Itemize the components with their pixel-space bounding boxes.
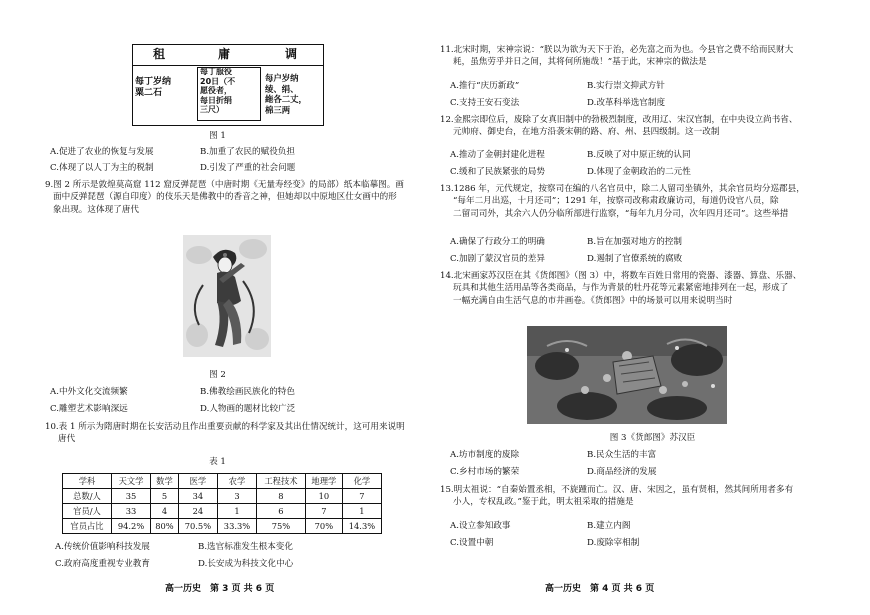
q13-option-d: D.遏制了官僚系统的腐败 [587,254,683,264]
table-cell: 75% [257,519,306,534]
question-13 [440,183,830,220]
q14-option-d: D.商品经济的发展 [587,467,657,477]
table-1-caption: 表 1 [209,457,226,467]
table-cell: 4 [151,504,179,519]
figure-1-header [133,45,323,66]
table-cell: 35 [112,489,151,504]
cell-diao-line: 每户岁纳 [265,73,299,83]
table-cell: 官员占比 [63,519,112,534]
cell-yong-line: 愿役者， [200,86,232,96]
table-cell: 8 [257,489,306,504]
page-footer-4: 高一历史 第 4 页 共 6 页 [545,584,655,594]
q8-option-d: D.引发了严重的社会问题 [200,163,296,173]
q12-option-b: B.反映了对中原正统的认同 [587,150,691,160]
cell-zu-line: 粟二石 [135,88,163,99]
q12-line: 元帅府、御史台，在地方沿袭宋朝的路、府、州、县四级制。这一改制 [453,127,720,138]
q15-option-a: A.设立参知政事 [450,521,511,531]
q9-option-b: B.佛教绘画民族化的特色 [200,387,295,397]
q15-option-c: C.设置中朝 [450,538,494,548]
header-yong: 庸 [218,47,231,61]
table-header-cell: 化学 [342,474,381,489]
q13-option-a: A.确保了行政分工的明确 [450,237,545,247]
q13-option-b: B.旨在加强对地方的控制 [587,237,682,247]
table-cell: 24 [178,504,217,519]
table-cell: 80% [151,519,179,534]
figure-1-caption: 图 1 [209,131,226,141]
table-cell: 5 [151,489,179,504]
q9-line: 面中反弹琵琶（源自印度）的伎乐天是佛教中的香音之神，但她却以中原地区仕女画中的形 [53,192,397,203]
q14-line: 玩具和其他生活用品等各类商品，与作为背景的牡丹花等元素紧密地排列在一起，形成了 [453,283,789,294]
q9-option-d: D.人物画的题材比较广泛 [200,404,296,414]
table-cell: 7 [305,504,342,519]
table-cell: 总数/人 [63,489,112,504]
q10-option-c: C.政府高度重视专业教育 [55,559,150,569]
figure-2-caption: 图 2 [209,370,226,380]
table-header-cell: 学科 [63,474,112,489]
q8-option-b: B.加重了农民的赋役负担 [200,147,295,157]
q11-line: 耗，虽焦劳乎并日之间，其将何所施哉！”基于此，宋神宗的做法是 [453,57,707,68]
q9-line: 9.图 2 所示是敦煌莫高窟 112 窟反弹琵琶（中唐时期《无量寿经变》的局部）纸本临摹图。画 [45,180,404,190]
q13-line: 13.1286 年，元代规定，按察司在编的八名官员中，除二人留司坐镇外，其余官员均分巡郡县， [440,184,805,194]
question-10 [45,421,420,446]
q10-line: 唐代 [58,434,76,445]
table-header-cell: 地理学 [305,474,342,489]
table-header-cell: 工程技术 [257,474,306,489]
q12-option-a: A.推动了金朝封建化进程 [450,150,545,160]
cell-diao-line: 絁各二丈， [265,94,307,104]
table-cell: 3 [217,489,256,504]
table-cell: 1 [342,504,381,519]
q12-option-c: C.缓和了民族紧张的局势 [450,167,545,177]
table-cell: 34 [178,489,217,504]
figure-2-image [183,235,271,357]
q14-line: 一幅充满自由生活气息的市井画卷。《货郎图》中的场景可以用来说明当时 [453,295,733,306]
q9-line: 象出现。这体现了唐代 [53,204,139,215]
q15-option-b: B.建立内阁 [587,521,631,531]
q9-option-a: A.中外文化交流频繁 [50,387,128,397]
figure-3-caption: 图 3《货郎图》苏汉臣 [609,433,696,443]
cell-yong [200,67,260,115]
table-cell: 10 [305,489,342,504]
cell-zu-line: 每丁岁纳 [135,77,172,87]
q11-option-d: D.改革科举选官制度 [587,98,666,108]
question-15 [440,484,830,509]
cell-yong-line: 三尺） [200,105,224,115]
cell-yong-line: 每丁服役 [200,67,232,76]
q11-option-c: C.支持王安石变法 [450,98,520,108]
q12-line: 12.金熙宗即位后，废除了女真旧制中的勃极烈制度，改用辽、宋汉官制，在中央设立尚书省、 [440,115,798,125]
q8-option-c: C.体现了以人丁为主的税制 [50,163,154,173]
table-1-scientists [62,473,382,534]
q15-option-d: D.废除宰相制 [587,538,640,548]
q14-option-a: A.坊市制度的废除 [450,450,520,460]
table-cell: 33.3% [217,519,256,534]
question-14 [440,270,830,307]
q15-line: 小人，专权乱政。”鉴于此，明太祖采取的措施是 [453,497,634,508]
table-row [63,489,382,504]
page-footer-3: 高一历史 第 3 页 共 6 页 [165,584,275,594]
right-page [435,0,870,615]
q8-option-a: A.促进了农业的恢复与发展 [50,147,154,157]
q13-line: “每年二月出巡，十月还司”；1291 年，按察司改称肃政廉访司，每道仍设官八员，除 [453,196,779,207]
q14-line: 14.北宋画家苏汉臣在其《货郎图》（图 3）中，将数车百姓日常用的瓷器、漆器、算盘、乐器、 [440,271,802,281]
table-row [63,504,382,519]
cell-zu [135,77,191,100]
header-zu: 租 [153,47,166,61]
header-diao: 调 [285,47,298,61]
table-cell: 94.2% [112,519,151,534]
q10-line: 10.表 1 所示为隋唐时期在长安活动且作出重要贡献的科学家及其出仕情况统计，这可用来说明 [45,422,405,432]
figure-3-image [527,326,727,424]
table-header-cell: 数学 [151,474,179,489]
table-cell: 7 [342,489,381,504]
table-cell: 70% [305,519,342,534]
figure-1-zuyongdiao-table [132,44,324,126]
q13-option-c: C.加剧了蒙汉官员的差异 [450,254,545,264]
q12-option-d: D.体现了金朝政治的二元性 [587,167,691,177]
q15-line: 15.明太祖说：“自秦始置丞相，不旋踵而亡。汉、唐、宋因之，虽有贤相，然其间所用者多有 [440,485,794,495]
table-header-cell: 医学 [178,474,217,489]
table-row [63,519,382,534]
q14-option-c: C.乡村市场的繁荣 [450,467,520,477]
table-header-cell: 农学 [217,474,256,489]
q10-option-d: D.长安成为科技文化中心 [198,559,294,569]
q9-option-c: C.雕塑艺术影响深远 [50,404,128,414]
question-9 [45,179,420,216]
question-11 [440,44,830,69]
q14-option-b: B.民众生活的丰富 [587,450,657,460]
cell-diao-line: 绫、绢、 [265,83,299,94]
q13-line: 二留司司外，其余六人仍分临所部进行监察，“每年九月分司，次年四月还司”。这些举措 [453,208,789,219]
q11-option-a: A.推行“庆历新政” [450,81,520,91]
huolang-painting [527,326,727,424]
table-header-row [63,474,382,489]
table-cell: 70.5% [178,519,217,534]
table-cell: 1 [217,504,256,519]
q10-option-a: A.传统价值影响科技发展 [55,542,150,552]
table-cell: 14.3% [342,519,381,534]
question-12 [440,114,830,139]
cell-diao [265,73,323,115]
table-cell: 官员/人 [63,504,112,519]
flying-apsara-drawing [183,235,271,357]
table-cell: 6 [257,504,306,519]
q11-option-b: B.实行崇文抑武方针 [587,81,665,91]
cell-yong-line: 每日折绢 [200,95,232,105]
cell-diao-line: 棉三两 [265,104,291,115]
cell-yong-line: 20日（不 [200,76,236,86]
q11-line: 11.北宋时期，宋神宗说：“朕以为欲为天下于治，必先富之而为也。今县官之费不给而民财大 [440,45,794,55]
table-cell: 33 [112,504,151,519]
q10-option-b: B.选官标准发生根本变化 [198,542,293,552]
table-header-cell: 天文学 [112,474,151,489]
